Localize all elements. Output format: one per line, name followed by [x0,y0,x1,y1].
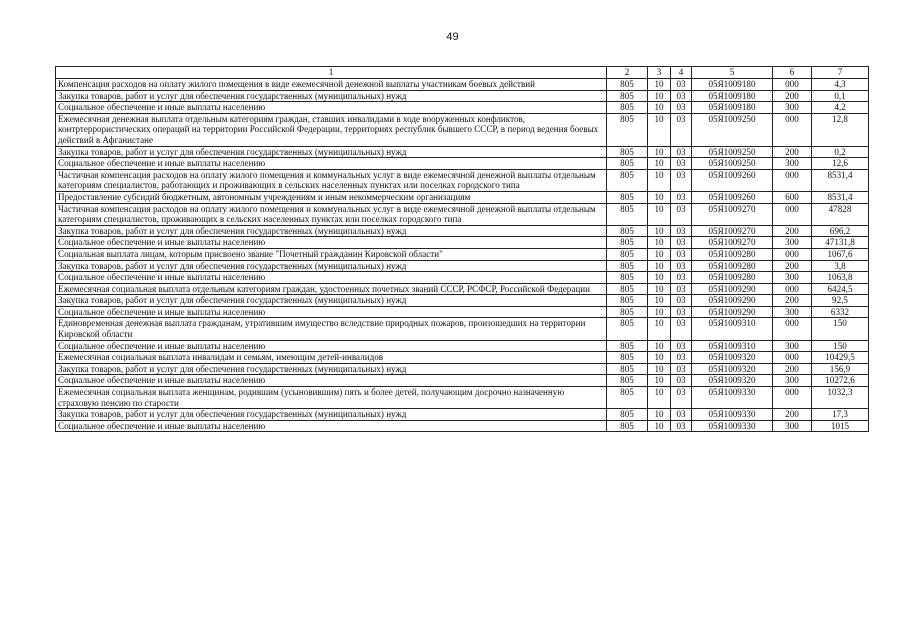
expense-type-code-cell: 600 [773,191,812,203]
ministry-code-cell: 805 [607,387,648,409]
ministry-code-cell: 805 [607,79,648,91]
table-row [56,102,869,114]
amount-cell: 92,5 [812,295,869,307]
column-header: 6 [773,67,812,79]
amount-cell: 47828 [812,203,869,225]
row-name-cell: Социальное обеспечение и иные выплаты населению [56,420,607,432]
section-code-cell: 10 [648,191,671,203]
subsection-code-cell: 03 [671,102,692,114]
amount-cell: 3,8 [812,260,869,272]
row-name-cell: Закупка товаров, работ и услуг для обеспечения государственных (муниципальных) нужд [56,260,607,272]
expense-type-code-cell: 200 [773,225,812,237]
subsection-code-cell: 03 [671,169,692,191]
row-name-cell: Социальное обеспечение и иные выплаты населению [56,158,607,170]
ministry-code-cell: 805 [607,237,648,249]
target-article-code-cell: 05Я1009250 [692,158,773,170]
subsection-code-cell: 03 [671,113,692,146]
amount-cell: 1067,6 [812,248,869,260]
row-name-cell: Закупка товаров, работ и услуг для обеспечения государственных (муниципальных) нужд [56,225,607,237]
section-code-cell: 10 [648,102,671,114]
target-article-code-cell: 05Я1009320 [692,352,773,364]
target-article-code-cell: 05Я1009330 [692,409,773,421]
section-code-cell: 10 [648,318,671,340]
section-code-cell: 10 [648,225,671,237]
section-code-cell: 10 [648,375,671,387]
target-article-code-cell: 05Я1009180 [692,90,773,102]
amount-cell: 4,3 [812,79,869,91]
section-code-cell: 10 [648,158,671,170]
section-code-cell: 10 [648,420,671,432]
table-row [56,387,869,409]
expense-type-code-cell: 300 [773,375,812,387]
table-row [56,283,869,295]
expense-type-code-cell: 000 [773,79,812,91]
ministry-code-cell: 805 [607,363,648,375]
amount-cell: 8531,4 [812,191,869,203]
expense-type-code-cell: 300 [773,158,812,170]
row-name-cell: Закупка товаров, работ и услуг для обеспечения государственных (муниципальных) нужд [56,363,607,375]
section-code-cell: 10 [648,352,671,364]
page-number: 49 [446,31,459,43]
row-name-cell: Социальное обеспечение и иные выплаты населению [56,102,607,114]
table-body [56,79,869,432]
section-code-cell: 10 [648,79,671,91]
table-row [56,260,869,272]
amount-cell: 696,2 [812,225,869,237]
ministry-code-cell: 805 [607,375,648,387]
amount-cell: 6332 [812,306,869,318]
expense-type-code-cell: 200 [773,363,812,375]
row-name-cell: Социальное обеспечение и иные выплаты населению [56,306,607,318]
table-header-row [56,67,869,79]
ministry-code-cell: 805 [607,340,648,352]
expense-type-code-cell: 200 [773,260,812,272]
target-article-code-cell: 05Я1009290 [692,295,773,307]
target-article-code-cell: 05Я1009260 [692,191,773,203]
expense-type-code-cell: 000 [773,113,812,146]
expense-type-code-cell: 300 [773,272,812,284]
subsection-code-cell: 03 [671,409,692,421]
ministry-code-cell: 805 [607,260,648,272]
column-header: 1 [56,67,607,79]
table-row [56,90,869,102]
table-row [56,375,869,387]
subsection-code-cell: 03 [671,203,692,225]
expense-type-code-cell: 000 [773,203,812,225]
row-name-cell: Закупка товаров, работ и услуг для обеспечения государственных (муниципальных) нужд [56,295,607,307]
row-name-cell: Частичная компенсация расходов на оплату жилого помещения и коммунальных услуг в виде ежемесячной денежной выплаты отдельным категориям специалистов, проживающих в сельских населенных пунктах или поселках городского типа [56,203,607,225]
subsection-code-cell: 03 [671,352,692,364]
expense-type-code-cell: 200 [773,409,812,421]
target-article-code-cell: 05Я1009270 [692,237,773,249]
section-code-cell: 10 [648,295,671,307]
expense-type-code-cell: 300 [773,306,812,318]
table-row [56,295,869,307]
column-header: 2 [607,67,648,79]
section-code-cell: 10 [648,306,671,318]
amount-cell: 10272,6 [812,375,869,387]
target-article-code-cell: 05Я1009320 [692,363,773,375]
target-article-code-cell: 05Я1009180 [692,79,773,91]
subsection-code-cell: 03 [671,158,692,170]
target-article-code-cell: 05Я1009280 [692,272,773,284]
row-name-cell: Социальное обеспечение и иные выплаты населению [56,272,607,284]
section-code-cell: 10 [648,409,671,421]
table-row [56,318,869,340]
expense-type-code-cell: 200 [773,295,812,307]
ministry-code-cell: 805 [607,409,648,421]
row-name-cell: Закупка товаров, работ и услуг для обеспечения государственных (муниципальных) нужд [56,409,607,421]
table-row [56,340,869,352]
table-row [56,191,869,203]
ministry-code-cell: 805 [607,169,648,191]
section-code-cell: 10 [648,237,671,249]
row-name-cell: Социальная выплата лицам, которым присвоено звание "Почетный гражданин Кировской области" [56,248,607,260]
table-row [56,158,869,170]
table-row [56,306,869,318]
column-header: 3 [648,67,671,79]
row-name-cell: Социальное обеспечение и иные выплаты населению [56,375,607,387]
row-name-cell: Компенсация расходов на оплату жилого помещения в виде ежемесячной денежной выплаты участникам боевых действий [56,79,607,91]
amount-cell: 4,2 [812,102,869,114]
section-code-cell: 10 [648,387,671,409]
ministry-code-cell: 805 [607,272,648,284]
subsection-code-cell: 03 [671,283,692,295]
ministry-code-cell: 805 [607,306,648,318]
expense-type-code-cell: 000 [773,318,812,340]
section-code-cell: 10 [648,169,671,191]
amount-cell: 150 [812,318,869,340]
ministry-code-cell: 805 [607,225,648,237]
expense-type-code-cell: 000 [773,169,812,191]
target-article-code-cell: 05Я1009330 [692,387,773,409]
subsection-code-cell: 03 [671,90,692,102]
ministry-code-cell: 805 [607,146,648,158]
expense-type-code-cell: 000 [773,352,812,364]
budget-table [55,66,869,432]
target-article-code-cell: 05Я1009320 [692,375,773,387]
ministry-code-cell: 805 [607,113,648,146]
column-header: 7 [812,67,869,79]
amount-cell: 12,6 [812,158,869,170]
table-row [56,352,869,364]
expense-type-code-cell: 300 [773,237,812,249]
subsection-code-cell: 03 [671,191,692,203]
amount-cell: 0,1 [812,90,869,102]
column-header: 4 [671,67,692,79]
subsection-code-cell: 03 [671,363,692,375]
target-article-code-cell: 05Я1009180 [692,102,773,114]
amount-cell: 12,8 [812,113,869,146]
ministry-code-cell: 805 [607,158,648,170]
amount-cell: 0,2 [812,146,869,158]
target-article-code-cell: 05Я1009330 [692,420,773,432]
table-row [56,237,869,249]
target-article-code-cell: 05Я1009270 [692,225,773,237]
target-article-code-cell: 05Я1009310 [692,318,773,340]
table-row [56,248,869,260]
subsection-code-cell: 03 [671,79,692,91]
table-row [56,272,869,284]
expense-type-code-cell: 200 [773,146,812,158]
row-name-cell: Закупка товаров, работ и услуг для обеспечения государственных (муниципальных) нужд [56,90,607,102]
ministry-code-cell: 805 [607,248,648,260]
section-code-cell: 10 [648,90,671,102]
table-row [56,363,869,375]
subsection-code-cell: 03 [671,237,692,249]
ministry-code-cell: 805 [607,318,648,340]
subsection-code-cell: 03 [671,306,692,318]
amount-cell: 47131,8 [812,237,869,249]
subsection-code-cell: 03 [671,295,692,307]
section-code-cell: 10 [648,248,671,260]
ministry-code-cell: 805 [607,420,648,432]
section-code-cell: 10 [648,203,671,225]
table-row [56,203,869,225]
table-row [56,409,869,421]
ministry-code-cell: 805 [607,295,648,307]
row-name-cell: Ежемесячная социальная выплата отдельным категориям граждан, удостоенных почетных званий СССР, РСФСР, Российской Федерации [56,283,607,295]
subsection-code-cell: 03 [671,248,692,260]
table-row [56,79,869,91]
section-code-cell: 10 [648,146,671,158]
target-article-code-cell: 05Я1009290 [692,306,773,318]
section-code-cell: 10 [648,363,671,375]
target-article-code-cell: 05Я1009280 [692,260,773,272]
subsection-code-cell: 03 [671,225,692,237]
row-name-cell: Ежемесячная социальная выплата инвалидам и семьям, имеющим детей-инвалидов [56,352,607,364]
amount-cell: 8531,4 [812,169,869,191]
expense-type-code-cell: 300 [773,102,812,114]
section-code-cell: 10 [648,283,671,295]
row-name-cell: Единовременная денежная выплата гражданам, утратившим имущество вследствие природных пожаров, произошедших на территории Кировской области [56,318,607,340]
subsection-code-cell: 03 [671,260,692,272]
subsection-code-cell: 03 [671,318,692,340]
ministry-code-cell: 805 [607,191,648,203]
target-article-code-cell: 05Я1009250 [692,113,773,146]
target-article-code-cell: 05Я1009280 [692,248,773,260]
subsection-code-cell: 03 [671,375,692,387]
ministry-code-cell: 805 [607,203,648,225]
row-name-cell: Закупка товаров, работ и услуг для обеспечения государственных (муниципальных) нужд [56,146,607,158]
table-row [56,420,869,432]
table-row [56,169,869,191]
amount-cell: 150 [812,340,869,352]
subsection-code-cell: 03 [671,420,692,432]
expense-type-code-cell: 200 [773,90,812,102]
row-name-cell: Ежемесячная социальная выплата женщинам, родившим (усыновившим) пять и более детей, получающим досрочно назначенную страховую пенсию по старости [56,387,607,409]
target-article-code-cell: 05Я1009270 [692,203,773,225]
row-name-cell: Частичная компенсация расходов на оплату жилого помещения и коммунальных услуг в виде ежемесячной денежной выплаты отдельным категориям специалистов, работающих и проживающих в сельских населенных пунктах или поселках городского типа [56,169,607,191]
ministry-code-cell: 805 [607,352,648,364]
expense-type-code-cell: 000 [773,283,812,295]
amount-cell: 1063,8 [812,272,869,284]
target-article-code-cell: 05Я1009310 [692,340,773,352]
expense-type-code-cell: 300 [773,420,812,432]
table-row [56,113,869,146]
amount-cell: 10429,5 [812,352,869,364]
target-article-code-cell: 05Я1009260 [692,169,773,191]
section-code-cell: 10 [648,260,671,272]
column-header: 5 [692,67,773,79]
amount-cell: 156,9 [812,363,869,375]
row-name-cell: Ежемесячная денежная выплата отдельным категориям граждан, ставших инвалидами в ходе вооруженных конфликтов, контртеррористических операций на территории Российской Федерации, территориях республик бывшего СССР, в период ведения боевых действий в Афганистане [56,113,607,146]
subsection-code-cell: 03 [671,146,692,158]
amount-cell: 17,3 [812,409,869,421]
ministry-code-cell: 805 [607,102,648,114]
subsection-code-cell: 03 [671,272,692,284]
ministry-code-cell: 805 [607,90,648,102]
expense-type-code-cell: 300 [773,340,812,352]
subsection-code-cell: 03 [671,387,692,409]
table-row [56,225,869,237]
row-name-cell: Предоставление субсидий бюджетным, автономным учреждениям и иным некоммерческим организациям [56,191,607,203]
section-code-cell: 10 [648,272,671,284]
amount-cell: 1032,3 [812,387,869,409]
expense-type-code-cell: 000 [773,387,812,409]
row-name-cell: Социальное обеспечение и иные выплаты населению [56,237,607,249]
amount-cell: 1015 [812,420,869,432]
target-article-code-cell: 05Я1009290 [692,283,773,295]
subsection-code-cell: 03 [671,340,692,352]
expense-type-code-cell: 000 [773,248,812,260]
target-article-code-cell: 05Я1009250 [692,146,773,158]
amount-cell: 6424,5 [812,283,869,295]
ministry-code-cell: 805 [607,283,648,295]
row-name-cell: Социальное обеспечение и иные выплаты населению [56,340,607,352]
section-code-cell: 10 [648,340,671,352]
table-row [56,146,869,158]
section-code-cell: 10 [648,113,671,146]
